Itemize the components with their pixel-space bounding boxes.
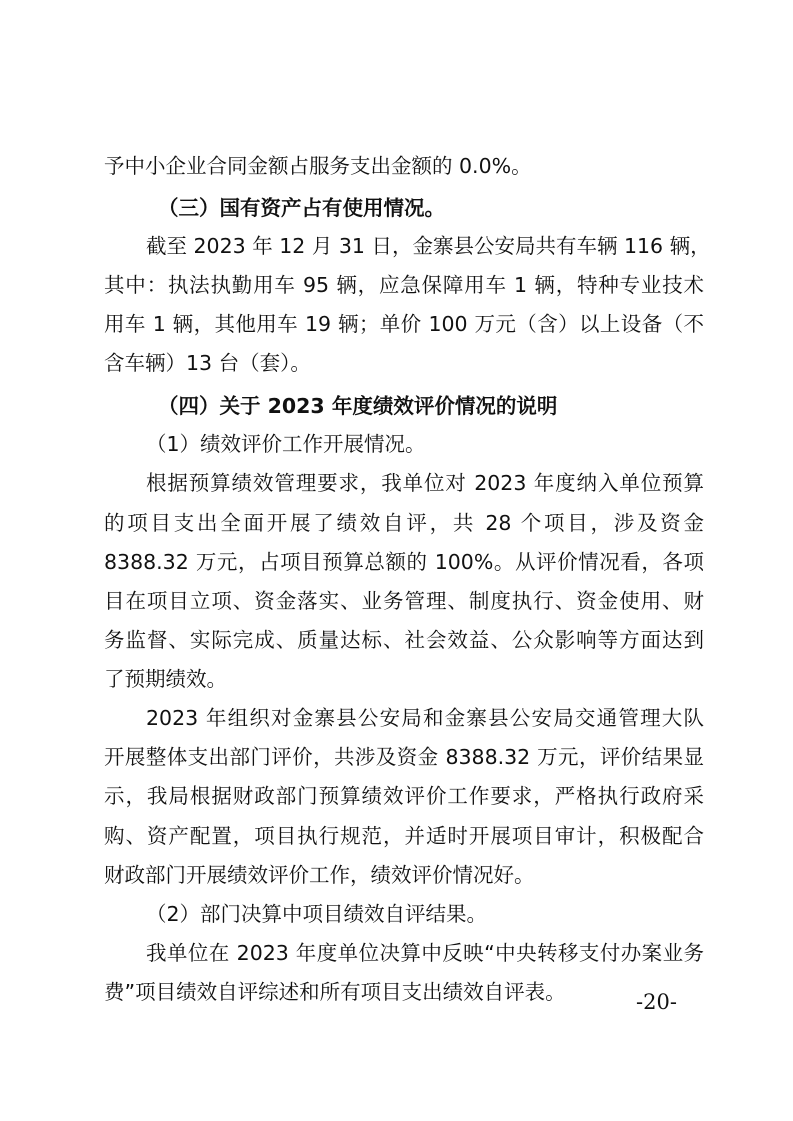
paragraph-line: 务监督、实际完成、质量达标、社会效益、公众影响等方面达到 xyxy=(104,628,704,652)
paragraph-line: 费”项目绩效自评综述和所有项目支出绩效自评表。 xyxy=(104,980,566,1004)
subheading-project-results: （2）部门决算中项目绩效自评结果。 xyxy=(146,902,488,926)
paragraph-line: 用车 1 辆，其他用车 19 辆；单价 100 万元（含）以上设备（不 xyxy=(104,312,704,336)
paragraph-line: 我单位在 2023 年度单位决算中反映“中央转移支付办案业务 xyxy=(146,941,704,965)
page-number: -20- xyxy=(636,990,677,1014)
paragraph-line: 截至 2023 年 12 月 31 日，金寨县公安局共有车辆 116 辆， xyxy=(146,234,711,258)
paragraph-line: 示，我局根据财政部门预算绩效评价工作要求，严格执行政府采 xyxy=(104,784,704,808)
paragraph-line: 8388.32 万元，占项目预算总额的 100%。从评价情况看，各项 xyxy=(104,550,704,574)
paragraph-line: 购、资产配置，项目执行规范，并适时开展项目审计，积极配合 xyxy=(104,824,704,848)
paragraph-line: 根据预算绩效管理要求，我单位对 2023 年度纳入单位预算 xyxy=(146,471,704,495)
subheading-evaluation-status: （1）绩效评价工作开展情况。 xyxy=(146,432,426,456)
section-heading-performance: （四）关于 2023 年度绩效评价情况的说明 xyxy=(158,394,558,418)
paragraph-line: 含车辆）13 台（套）。 xyxy=(104,351,311,375)
paragraph-line: 的项目支出全面开展了绩效自评，共 28 个项目，涉及资金 xyxy=(104,511,704,535)
paragraph-line: 其中：执法执勤用车 95 辆，应急保障用车 1 辆，特种专业技术 xyxy=(104,273,704,297)
paragraph-line: 了预期绩效。 xyxy=(104,667,227,691)
paragraph-line: 2023 年组织对金寨县公安局和金寨县公安局交通管理大队 xyxy=(146,706,704,730)
paragraph-line: 开展整体支出部门评价，共涉及资金 8388.32 万元，评价结果显 xyxy=(104,745,704,769)
paragraph-line: 目在项目立项、资金落实、业务管理、制度执行、资金使用、财 xyxy=(104,589,704,613)
paragraph-line: 财政部门开展绩效评价工作，绩效评价情况好。 xyxy=(104,863,535,887)
section-heading-assets: （三）国有资产占有使用情况。 xyxy=(158,196,445,220)
paragraph-line: 予中小企业合同金额占服务支出金额的 0.0%。 xyxy=(104,154,532,178)
